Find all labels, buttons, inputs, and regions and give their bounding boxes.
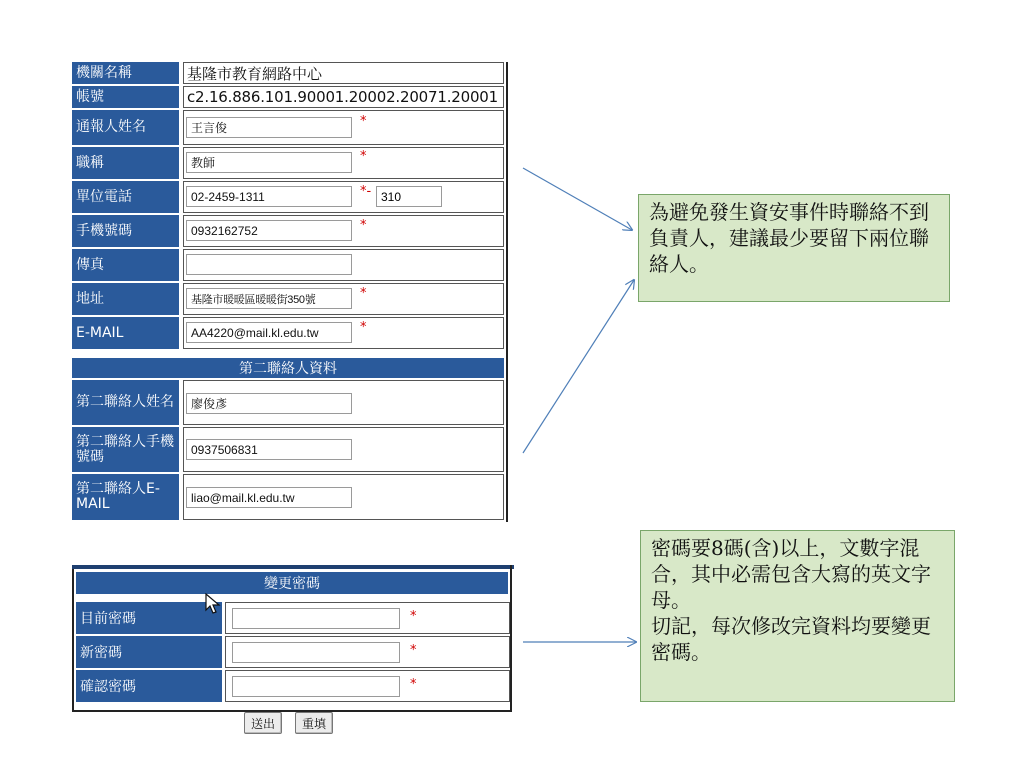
required-mark: * — [410, 643, 417, 658]
second-name-row — [70, 380, 506, 425]
second-name-input[interactable]: 廖俊彥 — [186, 393, 352, 414]
second-email-row — [70, 474, 506, 520]
table-border — [510, 569, 512, 712]
reset-button[interactable]: 重填 — [295, 712, 333, 734]
mouse-pointer-icon — [205, 593, 221, 615]
address-label: 地址 — [72, 283, 179, 315]
address-input[interactable]: 基隆市暖暖區暖暖街350號 — [186, 288, 352, 309]
mobile-input[interactable]: 0932162752 — [186, 220, 352, 241]
current-password-label: 目前密碼 — [76, 602, 222, 634]
required-mark: * — [410, 677, 417, 692]
job-title-label: 職稱 — [72, 147, 179, 179]
confirm-password-input[interactable] — [232, 676, 400, 697]
new-password-input[interactable] — [232, 642, 400, 663]
submit-button[interactable]: 送出 — [244, 712, 282, 734]
password-note-text-2: 切記，每次修改完資料均要變更密碼。 — [651, 614, 931, 664]
org-name-row — [70, 62, 506, 84]
confirm-password-label: 確認密碼 — [76, 670, 222, 702]
office-phone-row — [70, 181, 506, 213]
second-email-input[interactable]: liao@mail.kl.edu.tw — [186, 487, 352, 508]
table-border — [506, 62, 508, 522]
mobile-row — [70, 215, 506, 247]
email-label: E-MAIL — [72, 317, 179, 349]
job-title-input[interactable]: 教師 — [186, 152, 352, 173]
second-name-label: 第二聯絡人姓名 — [72, 380, 179, 425]
change-password-form — [72, 565, 514, 715]
fax-row — [70, 249, 506, 281]
second-mobile-label: 第二聯絡人手機號碼 — [72, 427, 179, 472]
required-mark: * — [360, 320, 367, 335]
account-row — [70, 86, 506, 108]
org-name-label: 機關名稱 — [72, 62, 179, 84]
table-top-border — [72, 565, 514, 569]
second-mobile-input[interactable]: 0937506831 — [186, 439, 352, 460]
required-mark — [360, 184, 371, 199]
phone-extension-input[interactable]: 310 — [376, 186, 442, 207]
required-mark: * — [360, 286, 367, 301]
new-password-label: 新密碼 — [76, 636, 222, 668]
password-note-text-1: 密碼要8碼(含)以上，文數字混合，其中必需包含大寫的英文字母。 — [651, 536, 931, 612]
reporter-name-row — [70, 110, 506, 145]
org-name-value: 基隆市教育網路中心 — [183, 62, 504, 84]
new-password-row — [76, 636, 510, 668]
current-password-input[interactable] — [232, 608, 400, 629]
required-mark: * — [360, 114, 367, 129]
account-value: c2.16.886.101.90001.20002.20071.20001 — [183, 86, 504, 108]
arrow-to-contact-note — [523, 168, 632, 230]
table-border — [72, 710, 512, 712]
fax-label: 傳真 — [72, 249, 179, 281]
confirm-password-row — [76, 670, 510, 702]
contact-reminder-note — [638, 194, 950, 302]
second-contact-header: 第二聯絡人資料 — [72, 358, 504, 378]
password-reminder-note — [640, 530, 955, 702]
reporter-name-input[interactable]: 王言俊 — [186, 117, 352, 138]
reporter-name-label: 通報人姓名 — [72, 110, 179, 145]
contact-info-form — [70, 62, 510, 522]
current-password-row — [76, 602, 510, 634]
account-label: 帳號 — [72, 86, 179, 108]
arrow-to-contact-note — [523, 280, 634, 453]
contact-note-text: 為避免發生資安事件時聯絡不到負責人，建議最少要留下兩位聯絡人。 — [649, 200, 929, 276]
email-input[interactable]: AA4220@mail.kl.edu.tw — [186, 322, 352, 343]
email-row — [70, 317, 506, 349]
office-phone-input[interactable]: 02-2459-1311 — [186, 186, 352, 207]
table-border — [72, 569, 74, 712]
required-mark: * — [360, 218, 367, 233]
address-row — [70, 283, 506, 315]
fax-input[interactable] — [186, 254, 352, 275]
job-title-row — [70, 147, 506, 179]
office-phone-label: 單位電話 — [72, 181, 179, 213]
second-mobile-row — [70, 427, 506, 472]
mobile-label: 手機號碼 — [72, 215, 179, 247]
second-email-label: 第二聯絡人E-MAIL — [72, 474, 179, 520]
required-mark-text: *- — [360, 184, 372, 199]
change-password-header: 變更密碼 — [76, 572, 508, 594]
required-mark: * — [410, 609, 417, 624]
required-mark: * — [360, 149, 367, 164]
